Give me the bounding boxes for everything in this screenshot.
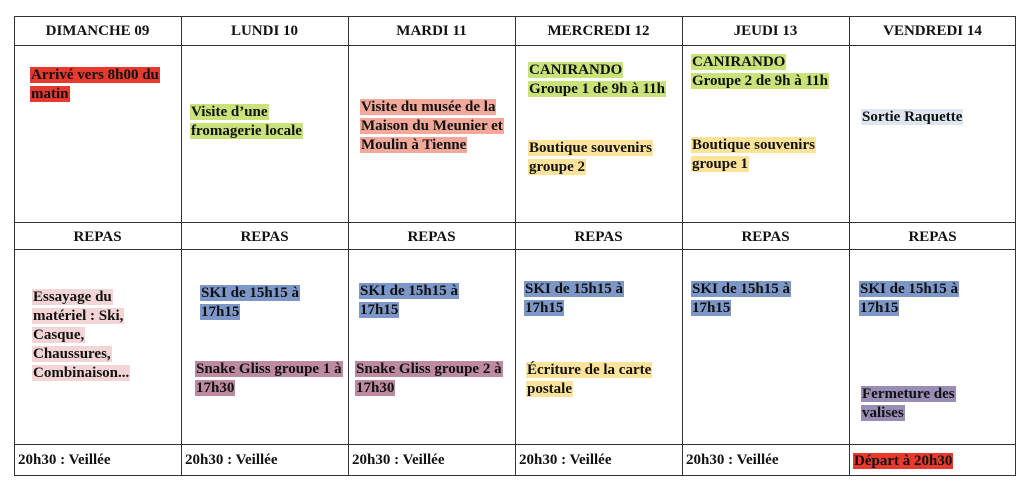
column-divider: [682, 16, 683, 476]
table-border: [1015, 16, 1016, 476]
departure-label: Départ à 20h30: [854, 453, 953, 469]
evening-activity: [853, 452, 953, 471]
morning-activity: Boutique souvenirs groupe 1: [692, 137, 815, 172]
row-divider: [14, 45, 1016, 46]
meal-label: REPAS: [574, 229, 623, 245]
evening-activity: 20h30 : Veillée: [18, 452, 111, 468]
row-divider: [14, 222, 1016, 223]
meal-label: REPAS: [240, 229, 289, 245]
afternoon-activity: Snake Gliss groupe 2 à 17h30: [356, 361, 502, 396]
morning-activity: CANIRANDO Groupe 2 de 9h à 11h: [692, 54, 829, 89]
evening-activity: 20h30 : Veillée: [686, 452, 779, 468]
row-divider: [14, 249, 1016, 250]
column-divider: [849, 16, 850, 476]
day-header: MERCREDI 12: [547, 23, 650, 39]
afternoon-activity: SKI de 15h15 à 17h15: [360, 283, 458, 318]
day-header: JEUDI 13: [733, 23, 798, 39]
morning-activity: Visite du musée de la Maison du Meunier et Moulin à Tienne: [361, 99, 503, 153]
day-header: MARDI 11: [396, 23, 467, 39]
column-divider: [348, 16, 349, 476]
evening-activity: 20h30 : Veillée: [519, 452, 612, 468]
meal-label: REPAS: [908, 229, 957, 245]
evening-activity: 20h30 : Veillée: [185, 452, 278, 468]
afternoon-activity: SKI de 15h15 à 17h15: [860, 281, 958, 316]
row-divider: [14, 444, 1016, 445]
meal-label: REPAS: [407, 229, 456, 245]
meal-label: REPAS: [741, 229, 790, 245]
afternoon-activity: SKI de 15h15 à 17h15: [201, 285, 299, 320]
afternoon-activity: SKI de 15h15 à 17h15: [692, 281, 790, 316]
table-border: [14, 475, 1016, 476]
evening-activity: 20h30 : Veillée: [352, 452, 445, 468]
meal-label: REPAS: [73, 229, 122, 245]
table-border: [14, 16, 1016, 17]
morning-activity: CANIRANDO Groupe 1 de 9h à 11h: [529, 62, 666, 97]
day-header: DIMANCHE 09: [45, 23, 150, 39]
morning-activity: Arrivé vers 8h00 du matin: [31, 67, 159, 102]
morning-activity: Boutique souvenirs groupe 2: [529, 140, 652, 175]
day-header: LUNDI 10: [230, 23, 299, 39]
afternoon-activity: Snake Gliss groupe 1 à 17h30: [196, 361, 342, 396]
afternoon-activity: SKI de 15h15 à 17h15: [525, 281, 623, 316]
afternoon-activity: Écriture de la carte postale: [527, 362, 652, 397]
day-header: VENDREDI 14: [883, 23, 982, 39]
column-divider: [181, 16, 182, 476]
afternoon-activity: Essayage du matériel : Ski, Casque, Chaussures, Combinaison...: [33, 289, 130, 381]
schedule-table: [14, 16, 1016, 476]
morning-activity: Sortie Raquette: [862, 109, 963, 125]
column-divider: [515, 16, 516, 476]
morning-activity: Visite d’une fromagerie locale: [191, 104, 302, 139]
table-border: [14, 16, 15, 476]
afternoon-activity: Fermeture des valises: [862, 386, 955, 421]
